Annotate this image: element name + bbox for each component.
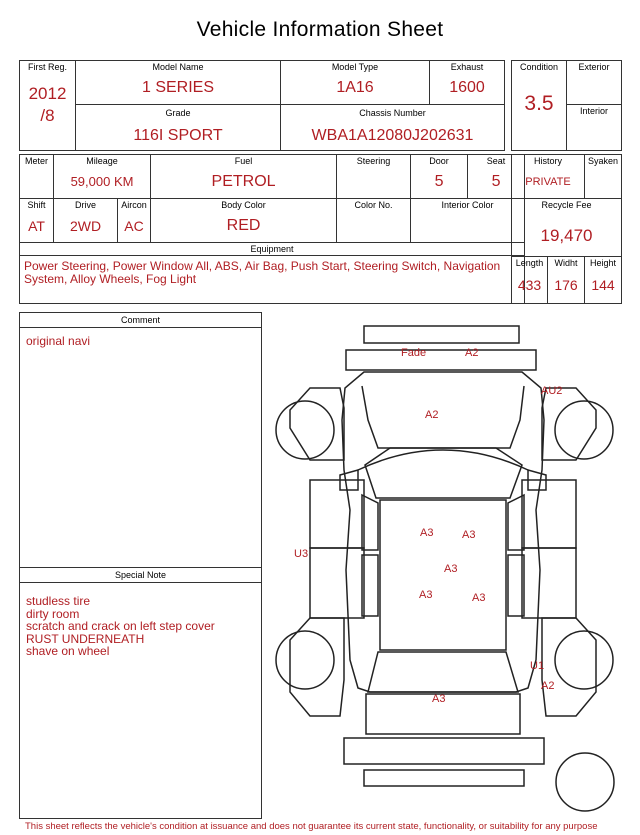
exhaust-label: Exhaust xyxy=(450,62,484,72)
right-rear-door xyxy=(522,548,576,618)
steering-label: Steering xyxy=(356,156,391,166)
rear-bumper-bottom xyxy=(364,770,524,786)
damage-mark-front-fade: Fade xyxy=(401,347,427,359)
color-no-cell xyxy=(337,199,411,243)
grade-cell xyxy=(76,105,281,151)
grade-label: Grade xyxy=(165,108,191,118)
body-color-label: Body Color xyxy=(221,200,266,210)
length-cell xyxy=(512,257,548,304)
shift-label: Shift xyxy=(27,200,46,210)
condition-value: 3.5 xyxy=(524,92,554,115)
door-value: 5 xyxy=(434,173,444,190)
damage-mark-rear-a2: A2 xyxy=(541,680,555,692)
front-bumper-top xyxy=(364,326,519,343)
car-body-outline xyxy=(342,372,544,692)
exhaust-cell xyxy=(430,61,505,105)
windshield xyxy=(365,448,522,498)
recycle-fee-label: Recycle Fee xyxy=(541,200,592,210)
rear-left-wheel xyxy=(276,631,334,689)
front-left-wheel xyxy=(276,401,334,459)
condition-cell xyxy=(512,61,567,151)
drive-value: 2WD xyxy=(69,218,102,234)
width-value: 176 xyxy=(554,277,578,293)
body-color-cell xyxy=(151,199,337,243)
fuel-cell xyxy=(151,155,337,199)
width-cell xyxy=(548,257,585,304)
recycle-fee-value: 19,470 xyxy=(540,226,593,245)
damage-mark-a3: A3 xyxy=(462,529,476,541)
special-note-box xyxy=(19,567,262,819)
damage-mark-u1: U1 xyxy=(530,660,545,672)
left-rear-fender xyxy=(290,618,344,716)
aircon-label: Aircon xyxy=(121,200,147,210)
condition-label: Condition xyxy=(519,62,559,72)
length-label: Length xyxy=(515,258,544,268)
drive-label: Drive xyxy=(74,200,96,210)
interior-cell xyxy=(567,105,622,151)
model-name-cell xyxy=(76,61,281,105)
equipment-cell xyxy=(20,243,525,304)
height-cell xyxy=(585,257,622,304)
length-value: 433 xyxy=(517,277,542,293)
first-reg-month: /8 xyxy=(40,106,55,125)
meter-cell xyxy=(20,155,54,199)
chassis-number-label: Chassis Number xyxy=(359,108,426,118)
vehicle-detail-table xyxy=(19,154,525,304)
seat-value: 5 xyxy=(491,173,501,190)
interior-label: Interior xyxy=(579,106,608,116)
body-color-value: RED xyxy=(226,217,261,234)
width-label: Widht xyxy=(554,258,578,268)
special-note-lines xyxy=(20,583,261,661)
damage-mark-u3: U3 xyxy=(294,548,309,560)
meter-label: Meter xyxy=(24,156,48,166)
rear-window xyxy=(368,652,518,692)
history-table xyxy=(511,154,622,304)
model-name-label: Model Name xyxy=(152,62,204,72)
first-reg-year: 2012 xyxy=(28,84,67,103)
model-type-value: 1A16 xyxy=(336,79,374,96)
special-note-line: dirty room xyxy=(26,606,80,621)
height-label: Height xyxy=(589,258,616,268)
height-value: 144 xyxy=(591,277,615,293)
interior-color-cell xyxy=(411,199,525,243)
comment-lines xyxy=(20,328,261,351)
damage-mark-au2: AU2 xyxy=(541,385,563,397)
damage-mark-front-a2: A2 xyxy=(465,347,479,359)
seat-label: Seat xyxy=(486,156,506,166)
hood xyxy=(362,386,524,448)
roof xyxy=(380,500,506,650)
equipment-label: Equipment xyxy=(20,243,524,256)
interior-color-label: Interior Color xyxy=(441,200,494,210)
model-type-label: Model Type xyxy=(331,62,379,72)
model-name-value: 1 SERIES xyxy=(141,79,215,96)
vehicle-main-table xyxy=(19,60,505,151)
rear-right-wheel xyxy=(555,631,613,689)
model-type-cell xyxy=(281,61,430,105)
disclaimer-footer: This sheet reflects the vehicle's condition at issuance and does not guarantee its current state, functionality, or suitability for any purpose xyxy=(25,821,598,832)
rear-bumper xyxy=(344,738,544,764)
equipment-value: Power Steering, Power Window All, ABS, Air Bag, Push Start, Steering Switch, Navigation System, Alloy Wheels, Fog Light xyxy=(24,259,501,286)
chassis-number-value: WBA1A12080J202631 xyxy=(311,127,474,144)
door-label: Door xyxy=(429,156,449,166)
shift-value: AT xyxy=(28,218,45,234)
history-label: History xyxy=(533,156,562,166)
comment-box xyxy=(19,312,262,568)
mileage-value: 59,000 KM xyxy=(70,174,134,189)
recycle-fee-cell xyxy=(512,199,622,257)
special-note-line: scratch and crack on left step cover xyxy=(26,619,215,633)
aircon-value: AC xyxy=(124,218,144,234)
left-front-fender xyxy=(290,388,344,460)
special-note-line: shave on wheel xyxy=(26,644,110,658)
damage-mark-hood-a2: A2 xyxy=(425,409,439,421)
door-cell xyxy=(411,155,468,199)
chassis-number-cell xyxy=(281,105,505,151)
front-right-wheel xyxy=(555,401,613,459)
aircon-cell xyxy=(118,199,151,243)
damage-mark-a3: A3 xyxy=(444,563,458,575)
fuel-label: Fuel xyxy=(234,156,253,166)
history-value: PRIVATE xyxy=(525,176,571,188)
syaken-label: Syaken xyxy=(587,156,619,166)
damage-mark-a3: A3 xyxy=(472,592,486,604)
mileage-label: Mileage xyxy=(86,156,118,166)
drive-cell xyxy=(54,199,118,243)
left-rear-door xyxy=(310,548,364,618)
fuel-value: PETROL xyxy=(211,173,276,190)
special-note-label: Special Note xyxy=(20,568,261,583)
syaken-cell xyxy=(585,155,622,199)
sheet-title: Vehicle Information Sheet xyxy=(196,18,444,41)
color-no-label: Color No. xyxy=(354,200,393,210)
special-note-line: studless tire xyxy=(26,594,91,608)
spare-wheel xyxy=(556,753,614,811)
steering-cell xyxy=(337,155,411,199)
damage-mark-rear-a3: A3 xyxy=(432,693,446,705)
condition-table xyxy=(511,60,622,151)
right-front-fender xyxy=(542,388,596,460)
grade-value: 116I SPORT xyxy=(133,127,223,144)
exhaust-value: 1600 xyxy=(449,79,485,96)
history-cell xyxy=(512,155,585,199)
damage-mark-a3: A3 xyxy=(420,527,434,539)
comment-label: Comment xyxy=(20,313,261,328)
damage-mark-a3: A3 xyxy=(419,589,433,601)
first-reg-label: First Reg. xyxy=(27,62,67,72)
exterior-label: Exterior xyxy=(578,62,610,72)
mileage-cell xyxy=(54,155,151,199)
right-rear-fender xyxy=(542,618,596,716)
special-note-line: RUST UNDERNEATH xyxy=(26,631,145,646)
comment-line: original navi xyxy=(26,334,91,348)
exterior-cell xyxy=(567,61,622,105)
first-reg-cell xyxy=(20,61,76,151)
front-bumper xyxy=(346,350,536,370)
shift-cell xyxy=(20,199,54,243)
